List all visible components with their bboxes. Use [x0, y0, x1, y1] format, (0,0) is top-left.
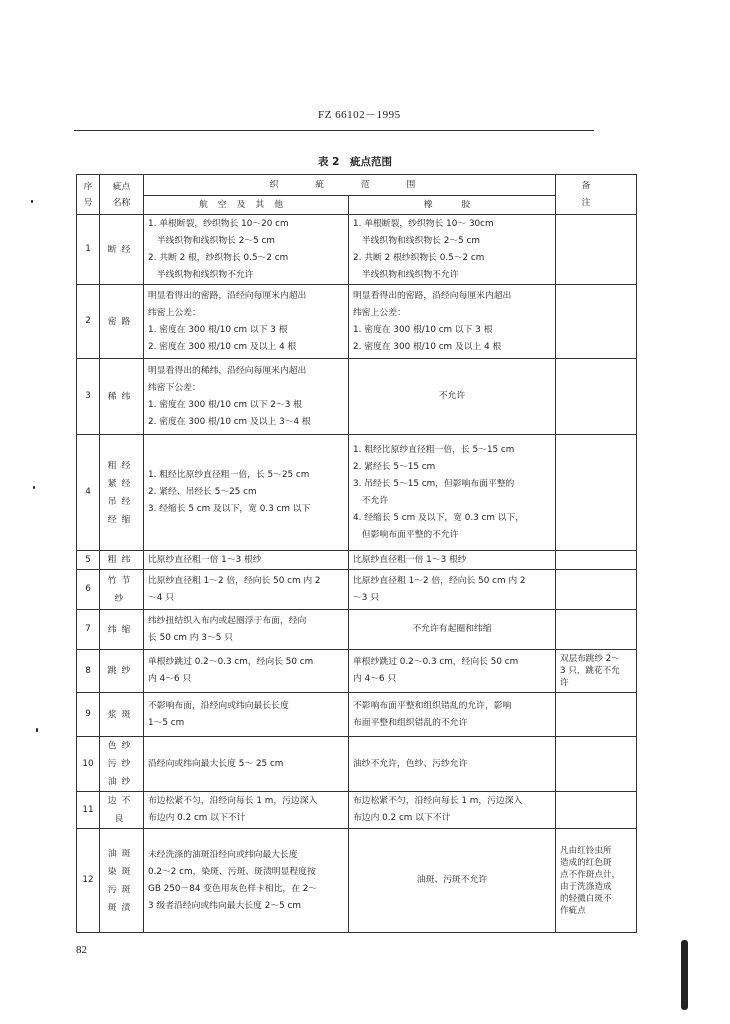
rubber-range-line: 内 4～6 只 — [353, 674, 397, 684]
scan-mark — [31, 200, 33, 203]
rubber-range-line: 比原纱直径粗一倍 1～3 根纱 — [353, 554, 467, 565]
defect-name-cell — [100, 650, 144, 693]
rubber-range-cell — [349, 570, 556, 610]
defect-name-cell — [100, 737, 144, 792]
aviation-range-line: 2. 密度在 300 根/10 cm 及以上 3～4 根 — [148, 416, 311, 427]
defect-name-cell — [100, 829, 144, 933]
rubber-range-line: 1. 密度在 300 根/10 cm 以下 3 根 — [353, 324, 493, 335]
column-header-number — [77, 175, 100, 215]
defect-name: 经缩 — [107, 514, 136, 525]
rubber-range-cell — [349, 693, 556, 737]
rubber-range-line: ～3 只 — [353, 592, 379, 603]
aviation-range-line: 1. 粗经比原纱直径粗一倍，长 5～25 cm — [148, 470, 310, 480]
rubber-range-line: 2. 共断 2 根纱织物长 0.5～2 cm — [353, 252, 485, 263]
remark-cell — [556, 610, 637, 650]
defect-name-cell — [100, 610, 144, 650]
row-number-cell: 5 — [77, 551, 100, 570]
rubber-range-cell — [349, 792, 556, 829]
rubber-range-cell — [349, 285, 556, 359]
column-header-name-line: 名称 — [112, 197, 131, 208]
rubber-range-cell — [349, 737, 556, 792]
aviation-range-line: 纬密下公差： — [148, 382, 201, 393]
column-header-number-line: 序 — [83, 181, 93, 192]
remark-line: 点不作斑点计， — [560, 869, 621, 880]
remark-cell — [556, 570, 637, 610]
aviation-range-line: 布边内 0.2 cm 以下不计 — [148, 813, 246, 823]
remark-line: 双层布跳纱 2～ — [560, 654, 620, 664]
defect-name: 纬缩 — [107, 624, 136, 635]
defect-name-cell — [100, 359, 144, 435]
defect-name: 污纱 — [107, 759, 136, 769]
defect-name-cell — [100, 215, 144, 285]
aviation-range-line: 纬密上公差： — [148, 307, 201, 318]
column-header-fabric-defect-range: 织 疵 范 围 — [144, 175, 556, 196]
row-number-cell: 2 — [77, 285, 100, 359]
table-row — [77, 693, 637, 737]
column-header-name-line: 疵点 — [112, 181, 131, 192]
aviation-range-line: GB 250－84 变色用灰色样卡相比，在 2～ — [148, 883, 318, 894]
column-header-number-line: 号 — [83, 197, 93, 208]
column-header-rubber: 橡 胶 — [349, 196, 556, 215]
aviation-range-line: 沿经向或纬向最大长度 5～ 25 cm — [148, 758, 284, 769]
row-number-cell: 7 — [77, 610, 100, 650]
aviation-range-line: 半线织物和线织物不允许 — [148, 269, 254, 280]
aviation-range-line: 长 50 cm 内 3～5 只 — [148, 632, 233, 643]
rubber-range-cell — [349, 435, 556, 551]
aviation-range-line: 1. 密度在 300 根/10 cm 以下 2～3 根 — [148, 399, 302, 410]
table-row — [77, 359, 637, 435]
rubber-range-line: 不影响布面平整和组织错乱的允许，影响 — [353, 700, 512, 711]
page-number: 82 — [76, 944, 87, 956]
defect-name: 污斑 — [107, 884, 136, 895]
aviation-range-line: 3 级者沿经向或纬向最大长度 2～5 cm — [148, 900, 301, 911]
defect-name: 染斑 — [107, 866, 136, 877]
rubber-range-line: 2. 密度在 300 根/10 cm 及以上 4 根 — [353, 341, 502, 352]
aviation-range-cell — [144, 610, 349, 650]
rubber-range-cell — [349, 359, 556, 435]
rubber-range-line: 半线织物和线织物不允许 — [353, 269, 459, 280]
defect-name-cell — [100, 435, 144, 551]
remark-cell — [556, 650, 637, 693]
defect-name: 密路 — [107, 316, 136, 327]
defect-name: 吊经 — [107, 496, 136, 507]
aviation-range-line: 纬纱扭结织入布内或起圈浮于布面，经向 — [148, 615, 307, 626]
aviation-range-cell — [144, 215, 349, 285]
defect-name: 色纱 — [107, 741, 136, 751]
scan-mark — [33, 486, 35, 489]
aviation-range-cell — [144, 551, 349, 570]
table-row — [77, 737, 637, 792]
aviation-range-line: 未经洗涤的油斑沿经向或纬向最大长度 — [148, 849, 298, 860]
row-number-cell: 3 — [77, 359, 100, 435]
defect-name: 浆斑 — [107, 709, 136, 720]
rubber-range-line: 4. 经缩长 5 cm 及以下，宽 0.3 cm 以下， — [353, 512, 525, 523]
defect-name: 跳纱 — [107, 666, 136, 676]
remark-cell — [556, 551, 637, 570]
aviation-range-line: 比原纱直径粗 1～2 倍，经向长 50 cm 内 2 — [148, 575, 321, 586]
defect-name-cell — [100, 792, 144, 829]
rubber-range-cell — [349, 610, 556, 650]
aviation-range-cell — [144, 650, 349, 693]
rubber-range-cell — [349, 650, 556, 693]
table-row — [77, 829, 637, 933]
aviation-range-cell — [144, 285, 349, 359]
rubber-range-line: 但影响布面平整的不允许 — [353, 529, 459, 540]
remark-line: 3 只，跳花不允 — [560, 666, 620, 676]
defect-name: 断经 — [107, 244, 136, 255]
rubber-range-line: 明显看得出的密路，沿经向每厘米内超出 — [353, 290, 512, 301]
table-row — [77, 551, 637, 570]
remark-cell — [556, 829, 637, 933]
rubber-range-line: 纬密上公差： — [353, 307, 406, 318]
header-rule — [74, 130, 594, 131]
aviation-range-line: 2. 密度在 300 根/10 cm 及以上 4 根 — [148, 341, 297, 352]
table-row — [77, 610, 637, 650]
defect-name: 粗经 — [107, 460, 136, 471]
row-number-cell: 8 — [77, 650, 100, 693]
rubber-range-line: 不允许 — [353, 495, 389, 506]
aviation-range-line: ～4 只 — [148, 592, 174, 603]
table-body — [77, 215, 637, 933]
defect-name-cell — [100, 285, 144, 359]
rubber-range-line: 半线织物和线织物长 2～5 cm — [353, 235, 480, 246]
rubber-range-line: 3. 吊经长 5～15 cm，但影响布面平整的 — [353, 478, 515, 489]
standard-code: FZ 66102－1995 — [318, 109, 401, 121]
remark-line: 许 — [560, 678, 569, 688]
rubber-range-line: 比原纱直径粗 1～2 倍，经向长 50 cm 内 2 — [353, 575, 526, 586]
aviation-range-line: 2. 共断 2 根，纱织物长 0.5～2 cm — [148, 252, 289, 263]
defect-range-table — [76, 174, 640, 933]
rubber-range-line: 单根纱跳过 0.2～0.3 cm，经向长 50 cm — [353, 657, 519, 667]
rubber-range-cell — [349, 551, 556, 570]
rubber-range-line: 不允许有起圈和纬缩 — [412, 624, 492, 634]
remark-cell — [556, 359, 637, 435]
rubber-range-line: 1. 粗经比原纱直径粗一倍，长 5～15 cm — [353, 444, 515, 455]
rubber-range-cell — [349, 829, 556, 933]
defect-name: 油斑 — [107, 848, 136, 859]
rubber-range-line: 油斑、污斑不允许 — [416, 875, 488, 885]
row-number-cell: 4 — [77, 435, 100, 551]
defect-name: 斑渍 — [107, 902, 136, 913]
aviation-range-cell — [144, 435, 349, 551]
rubber-range-cell — [349, 215, 556, 285]
scan-mark — [36, 728, 38, 732]
row-number-cell: 10 — [77, 737, 100, 792]
aviation-range-line: 布边松紧不匀，沿经向每长 1 m，污边深入 — [148, 796, 318, 806]
aviation-range-line: 0.2～2 cm，染斑、污斑、斑渍明显程度按 — [148, 866, 316, 877]
rubber-range-line: 布边松紧不匀，沿经向每长 1 m，污边深入 — [353, 796, 523, 806]
remark-line: 由于洗涤造成 — [560, 881, 612, 892]
table-row — [77, 570, 637, 610]
aviation-range-line: 1. 单根断裂，纱织物长 10～20 cm — [148, 218, 289, 229]
rubber-range-line: 2. 紧经长 5～15 cm — [353, 461, 436, 472]
column-header-remark: 备 注 — [556, 175, 637, 215]
defect-name: 稀纬 — [107, 391, 136, 402]
aviation-range-line: 明显看得出的稀纬，沿经向每厘米内超出 — [148, 365, 307, 376]
row-number-cell: 12 — [77, 829, 100, 933]
row-number-cell: 1 — [77, 215, 100, 285]
aviation-range-cell — [144, 829, 349, 933]
remark-cell — [556, 285, 637, 359]
table-row — [77, 215, 637, 285]
aviation-range-cell — [144, 737, 349, 792]
row-number-cell: 6 — [77, 570, 100, 610]
remark-cell — [556, 737, 637, 792]
row-number-cell: 11 — [77, 792, 100, 829]
scan-mark — [681, 940, 688, 1010]
table-row — [77, 285, 637, 359]
aviation-range-line: 不影响布面，沿经向或纬向最长长度 — [148, 700, 289, 711]
table-row — [77, 435, 637, 551]
remark-cell — [556, 435, 637, 551]
rubber-range-line: 不允许 — [438, 391, 466, 401]
aviation-range-line: 1. 密度在 300 根/10 cm 以下 3 根 — [148, 324, 288, 335]
aviation-range-line: 3. 经缩长 5 cm 及以下，宽 0.3 cm 以下 — [148, 504, 311, 514]
remark-cell — [556, 215, 637, 285]
defect-name-cell — [100, 693, 144, 737]
rubber-range-line: 油纱不允许，色纱、污纱允许 — [353, 758, 468, 769]
aviation-range-line: 内 4～6 只 — [148, 674, 192, 684]
remark-cell — [556, 693, 637, 737]
defect-name: 粗纬 — [107, 555, 136, 565]
rubber-range-line: 布边内 0.2 cm 以下不计 — [353, 813, 451, 823]
table-row — [77, 650, 637, 693]
table-row — [77, 792, 637, 829]
aviation-range-line: 比原纱直径粗一倍 1～3 根纱 — [148, 554, 262, 565]
rubber-range-line: 1. 单根断裂，纱织物长 10～ 30cm — [353, 218, 494, 229]
defect-name-cell — [100, 570, 144, 610]
aviation-range-cell — [144, 693, 349, 737]
aviation-range-line: 明显看得出的密路，沿经向每厘米内超出 — [148, 290, 307, 301]
defect-name: 边不良 — [107, 796, 136, 824]
remark-cell — [556, 792, 637, 829]
table-caption: 表 2 疵点范围 — [318, 156, 392, 168]
aviation-range-line: 单根纱跳过 0.2～0.3 cm，经向长 50 cm — [148, 657, 314, 667]
aviation-range-cell — [144, 359, 349, 435]
aviation-range-cell — [144, 792, 349, 829]
column-header-aviation-other: 航空及其他 — [144, 196, 349, 215]
aviation-range-line: 半线织物和线织物长 2～5 cm — [148, 235, 275, 246]
defect-name-cell — [100, 551, 144, 570]
remark-line: 的轻微白斑不 — [560, 893, 612, 904]
aviation-range-line: 2. 紧经、吊经长 5～25 cm — [148, 487, 257, 497]
remark-line: 凡由红铃虫所 — [560, 845, 612, 856]
column-header-defect-name — [100, 175, 144, 215]
defect-name: 紧经 — [107, 478, 136, 489]
aviation-range-line: 1～5 cm — [148, 717, 185, 728]
remark-line: 作疵点 — [560, 905, 586, 916]
defect-name: 竹节纱 — [107, 575, 136, 604]
remark-line: 造成的红色斑 — [560, 857, 612, 868]
aviation-range-cell — [144, 570, 349, 610]
row-number-cell: 9 — [77, 693, 100, 737]
defect-name: 油纱 — [107, 777, 136, 787]
rubber-range-line: 布面平整和组织错乱的不允许 — [353, 717, 468, 728]
